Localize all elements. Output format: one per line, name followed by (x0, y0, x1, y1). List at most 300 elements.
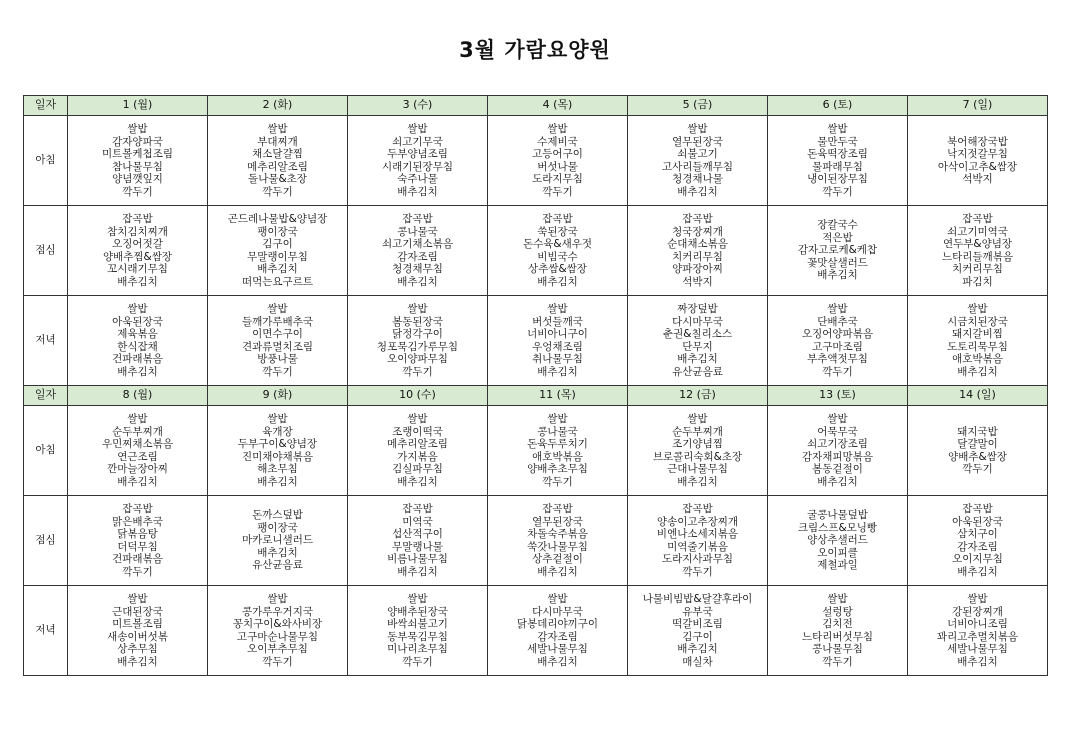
menu-item: 너비아니조림 (947, 618, 1008, 630)
menu-cell (768, 206, 908, 296)
menu-item: 마카로니샐러드 (241, 534, 313, 547)
menu-item: 바싹쇠불고기 (387, 618, 448, 630)
meal-row (24, 406, 1048, 496)
menu-item: 도토리묵무침 (947, 340, 1008, 353)
menu-item: 고구마순나물무침 (236, 630, 319, 643)
menu-item: 연두부&양념장 (942, 238, 1013, 250)
menu-item: 참치김치찌개 (107, 225, 168, 238)
menu-item: 미트볼조림 (112, 618, 163, 630)
menu-item: 비름나물무침 (387, 553, 448, 565)
menu-cell (908, 296, 1048, 386)
menu-item: 조랭이떡국 (392, 425, 443, 438)
menu-item: 깍두기 (262, 365, 293, 378)
page-title: 3월 가람요양원 (459, 38, 611, 62)
menu-item: 새송이버섯볶 (107, 630, 168, 643)
menu-item: 깍두기 (962, 463, 993, 475)
menu-item: 곤드레나물밥&양념장 (227, 213, 328, 225)
menu-item: 잡곡밥 (122, 503, 153, 515)
menu-item: 꽈리고추멸치볶음 (936, 630, 1019, 643)
menu-cell (628, 586, 768, 676)
menu-item: 달걀말이 (957, 438, 998, 450)
menu-item: 오이부추무침 (247, 643, 308, 655)
menu-item: 미역국 (402, 515, 433, 528)
menu-item: 양배추&쌈장 (948, 450, 1007, 463)
menu-item: 애호박볶음 (532, 450, 583, 463)
menu-item: 떠먹는요구르트 (241, 275, 313, 288)
menu-item: 우엉채조림 (532, 340, 583, 353)
menu-item: 부대찌개 (257, 135, 298, 148)
menu-item: 닭정각구이 (392, 328, 443, 340)
menu-item: 쌀밥 (827, 303, 848, 315)
menu-item: 다시마무국 (532, 605, 583, 618)
menu-item: 돈까스덮밥 (252, 509, 303, 522)
menu-item: 닭봉데리야끼구이 (516, 618, 599, 630)
menu-cell (908, 406, 1048, 496)
menu-item: 돌나물&초장 (248, 173, 307, 185)
day-header: 12 (금) (628, 386, 768, 406)
menu-item: 쌀밥 (687, 123, 708, 135)
menu-item: 김치전 (822, 618, 853, 630)
menu-item: 양파장아찌 (672, 263, 723, 275)
menu-item: 해초무침 (257, 463, 298, 475)
menu-item: 비빔국수 (537, 250, 578, 263)
menu-cell (68, 496, 208, 586)
menu-item: 쌀밥 (547, 303, 568, 315)
menu-item: 배추김치 (117, 475, 158, 488)
menu-item: 감자채피망볶음 (801, 450, 873, 463)
menu-item: 시금치된장국 (947, 315, 1008, 328)
day-header: 7 (일) (908, 96, 1048, 116)
menu-item: 김실파무침 (392, 463, 443, 475)
menu-item: 이면수구이 (252, 328, 303, 340)
menu-item: 가지볶음 (397, 450, 438, 463)
menu-item: 아욱된장국 (112, 315, 163, 328)
menu-item: 방풍나물 (257, 353, 298, 365)
menu-item: 세발나물무침 (527, 643, 588, 655)
menu-item: 쌀밥 (547, 413, 568, 425)
menu-item: 쇠고기장조림 (807, 438, 868, 450)
menu-item: 채소달걀찜 (252, 148, 303, 160)
menu-cell (488, 116, 628, 206)
menu-item: 쌀밥 (267, 413, 288, 425)
menu-item: 꼬시래기무침 (107, 263, 168, 275)
menu-cell (768, 586, 908, 676)
day-header: 10 (수) (348, 386, 488, 406)
menu-item: 쇠고기무국 (392, 135, 443, 148)
menu-item: 잡곡밥 (402, 213, 433, 225)
menu-item: 무말랭이무침 (247, 250, 308, 263)
menu-item: 들깨가루배추국 (241, 315, 313, 328)
menu-item: 느타리들깨볶음 (941, 250, 1013, 263)
day-header: 9 (화) (208, 386, 348, 406)
menu-item: 배추김치 (117, 365, 158, 378)
menu-item: 배추김치 (677, 353, 718, 365)
menu-item: 배추김치 (677, 643, 718, 655)
menu-item: 아욱된장국 (952, 515, 1003, 528)
menu-item: 쌀밥 (967, 303, 988, 315)
menu-item: 적은밥 (822, 231, 853, 244)
menu-item: 쑥된장국 (537, 225, 578, 238)
menu-cell (908, 206, 1048, 296)
meal-row (24, 586, 1048, 676)
menu-cell (768, 296, 908, 386)
menu-item: 삼치구이 (957, 528, 998, 540)
menu-item: 무말랭나물 (392, 540, 443, 553)
menu-item: 양배추초무침 (527, 463, 588, 475)
menu-item: 감자조림 (397, 250, 438, 263)
menu-item: 단무지 (682, 340, 713, 353)
menu-cell (208, 116, 348, 206)
menu-item: 양송이고추장찌개 (656, 515, 739, 528)
menu-item: 쌀밥 (687, 413, 708, 425)
menu-item: 건파래볶음 (112, 553, 163, 565)
menu-item: 깐마늘장아찌 (107, 463, 168, 475)
menu-item: 쌀밥 (127, 413, 148, 425)
menu-item: 배추김치 (257, 475, 298, 488)
menu-item: 메추리알조림 (387, 438, 448, 450)
menu-cell (208, 296, 348, 386)
menu-item: 깍두기 (262, 655, 293, 668)
menu-cell (348, 296, 488, 386)
menu-item: 오징어양파볶음 (801, 328, 873, 340)
menu-item: 고사리들깨무침 (661, 160, 733, 173)
menu-cell (348, 496, 488, 586)
menu-item: 배추김치 (537, 655, 578, 668)
menu-item: 깍두기 (682, 565, 713, 578)
menu-cell (348, 406, 488, 496)
menu-item: 잡곡밥 (122, 213, 153, 225)
menu-item: 버섯나물 (537, 160, 578, 173)
menu-item: 춘권&칠리소스 (662, 328, 733, 340)
menu-item: 돈육두루치기 (527, 438, 588, 450)
menu-item: 순두부찌개 (672, 425, 723, 438)
menu-item: 배추김치 (257, 546, 298, 559)
menu-item: 청국장찌개 (672, 225, 723, 238)
menu-item: 팽이장국 (257, 521, 298, 534)
menu-item: 돼지국밥 (957, 425, 998, 438)
menu-item: 수제비국 (537, 135, 578, 148)
menu-item: 배추김치 (677, 475, 718, 488)
menu-item: 더덕무침 (117, 540, 158, 553)
menu-item: 양상추샐러드 (807, 534, 868, 547)
menu-item: 돼지갈비찜 (952, 328, 1003, 340)
menu-item: 쌀밥 (267, 303, 288, 315)
meal-label: 점심 (24, 206, 68, 296)
day-header: 8 (월) (68, 386, 208, 406)
menu-item: 쌀밥 (407, 303, 428, 315)
menu-cell (628, 116, 768, 206)
menu-item: 돈수육&새우젓 (522, 238, 593, 250)
menu-item: 참나물무침 (112, 160, 163, 173)
menu-item: 배추김치 (817, 269, 858, 282)
week-header-row (24, 386, 1048, 406)
menu-item: 숙주나물 (397, 173, 438, 185)
menu-item: 청경채나물 (672, 173, 723, 185)
menu-item: 쌀밥 (407, 593, 428, 605)
meal-label: 저녁 (24, 586, 68, 676)
menu-item: 양배추된장국 (387, 605, 448, 618)
menu-item: 콩가루우거지국 (241, 605, 313, 618)
menu-cell (208, 206, 348, 296)
menu-item: 배추김치 (257, 263, 298, 275)
menu-item: 쇠고기미역국 (947, 225, 1008, 238)
menu-item: 강된장찌개 (952, 605, 1003, 618)
menu-item: 열무된장국 (672, 135, 723, 148)
menu-item: 배추김치 (397, 275, 438, 288)
menu-item: 깍두기 (822, 365, 853, 378)
menu-item: 쌀밥 (267, 123, 288, 135)
menu-item: 물만두국 (817, 135, 858, 148)
menu-cell (488, 406, 628, 496)
menu-cell (68, 406, 208, 496)
menu-cell (488, 296, 628, 386)
menu-item: 제육볶음 (117, 328, 158, 340)
menu-item: 상추겉절이 (532, 553, 583, 565)
menu-cell (768, 116, 908, 206)
day-header: 2 (화) (208, 96, 348, 116)
menu-cell (208, 586, 348, 676)
menu-item: 감자조림 (537, 630, 578, 643)
menu-item: 배추김치 (397, 565, 438, 578)
menu-item: 어묵무국 (817, 425, 858, 438)
menu-item: 애호박볶음 (952, 353, 1003, 365)
menu-item: 배추김치 (397, 185, 438, 198)
menu-item: 봄동된장국 (392, 315, 443, 328)
menu-item: 깍두기 (402, 365, 433, 378)
meal-plan-table (23, 95, 1048, 676)
menu-item: 석박지 (962, 173, 993, 185)
menu-item: 봄동겉절이 (812, 463, 863, 475)
menu-item: 낙지젓갈무침 (947, 148, 1008, 160)
menu-item: 오이양파무침 (387, 353, 448, 365)
menu-item: 유부국 (682, 605, 713, 618)
menu-item: 짜장덮밥 (677, 303, 718, 315)
day-header: 5 (금) (628, 96, 768, 116)
menu-item: 단배추국 (817, 315, 858, 328)
menu-item: 배추김치 (677, 185, 718, 198)
meal-label: 아침 (24, 116, 68, 206)
menu-item: 한식잡채 (117, 340, 158, 353)
day-header: 3 (수) (348, 96, 488, 116)
menu-item: 근대나물무침 (667, 463, 728, 475)
menu-item: 고등어구이 (532, 148, 583, 160)
day-header: 4 (목) (488, 96, 628, 116)
menu-item: 팽이장국 (257, 225, 298, 238)
menu-item: 냉이된장무침 (807, 173, 868, 185)
menu-item: 도라지무침 (532, 173, 583, 185)
menu-item: 열무된장국 (532, 515, 583, 528)
menu-item: 육개장 (262, 425, 293, 438)
menu-item: 유산균음료 (672, 365, 723, 378)
menu-item: 나물비빔밥&달걀후라이 (642, 593, 753, 605)
menu-item: 제철과일 (817, 559, 858, 572)
menu-item: 진미채야채볶음 (241, 450, 313, 463)
menu-item: 순대채소볶음 (667, 238, 728, 250)
menu-item: 돈육떡장조림 (807, 148, 868, 160)
menu-cell (208, 496, 348, 586)
menu-item: 쑥갓나물무침 (527, 540, 588, 553)
menu-item: 깍두기 (262, 185, 293, 198)
menu-item: 고구마조림 (812, 340, 863, 353)
meal-row (24, 296, 1048, 386)
menu-item: 오징어젓갈 (112, 238, 163, 250)
menu-item: 미트볼케첩조림 (101, 148, 173, 160)
menu-item: 배추김치 (537, 365, 578, 378)
menu-item: 콩나물국 (537, 425, 578, 438)
menu-item: 배추김치 (957, 655, 998, 668)
menu-item: 연근조림 (117, 450, 158, 463)
menu-item: 감자조림 (957, 540, 998, 553)
menu-item: 물파래무침 (812, 160, 863, 173)
menu-item: 쌀밥 (827, 123, 848, 135)
menu-item: 김구이 (682, 630, 713, 643)
menu-cell (628, 206, 768, 296)
day-header: 13 (토) (768, 386, 908, 406)
menu-item: 시래기된장무침 (381, 160, 453, 173)
menu-cell (68, 586, 208, 676)
menu-item: 배추김치 (957, 365, 998, 378)
menu-item: 오이피클 (817, 546, 858, 559)
day-header: 14 (일) (908, 386, 1048, 406)
menu-item: 차돌숙주볶음 (527, 528, 588, 540)
menu-item: 잡곡밥 (682, 503, 713, 515)
menu-item: 잡곡밥 (542, 213, 573, 225)
menu-item: 굴콩나물덮밥 (807, 509, 868, 522)
menu-item: 상추무침 (117, 643, 158, 655)
date-header-label: 일자 (24, 386, 68, 406)
date-header-label: 일자 (24, 96, 68, 116)
menu-item: 메추리알조림 (247, 160, 308, 173)
menu-cell (208, 406, 348, 496)
menu-item: 배추김치 (117, 655, 158, 668)
menu-cell (628, 496, 768, 586)
meal-row (24, 496, 1048, 586)
menu-item: 치커리무침 (952, 263, 1003, 275)
menu-item: 잡곡밥 (542, 503, 573, 515)
menu-item: 깍두기 (402, 655, 433, 668)
menu-item: 배추김치 (537, 275, 578, 288)
menu-cell (768, 496, 908, 586)
menu-cell (768, 406, 908, 496)
menu-item: 건파래볶음 (112, 353, 163, 365)
menu-cell (68, 116, 208, 206)
meal-row (24, 116, 1048, 206)
menu-item: 배추김치 (957, 565, 998, 578)
meal-label: 저녁 (24, 296, 68, 386)
menu-item: 배추김치 (117, 275, 158, 288)
menu-item: 꽁치구이&와사비장 (232, 618, 323, 630)
menu-item: 감자양파국 (112, 135, 163, 148)
menu-cell (628, 406, 768, 496)
menu-item: 오이지무침 (952, 553, 1003, 565)
menu-item: 조기양념찜 (672, 438, 723, 450)
menu-item: 쌀밥 (267, 593, 288, 605)
menu-item: 잡곡밥 (402, 503, 433, 515)
menu-item: 배추김치 (817, 475, 858, 488)
menu-item: 김구이 (262, 238, 293, 250)
menu-cell (628, 296, 768, 386)
menu-item: 순두부찌개 (112, 425, 163, 438)
menu-item: 비엔나소세지볶음 (656, 528, 739, 540)
menu-item: 콩나물국 (397, 225, 438, 238)
menu-item: 양념깻잎지 (112, 173, 163, 185)
meal-label: 아침 (24, 406, 68, 496)
menu-item: 취나물무침 (532, 353, 583, 365)
menu-item: 미역줄기볶음 (667, 540, 728, 553)
meal-label: 점심 (24, 496, 68, 586)
menu-item: 청포묵김가루무침 (376, 340, 459, 353)
menu-item: 북어해장국밥 (947, 135, 1008, 148)
menu-item: 잡곡밥 (682, 213, 713, 225)
menu-item: 깍두기 (822, 185, 853, 198)
menu-item: 잡곡밥 (962, 213, 993, 225)
menu-item: 양배추찜&쌈장 (102, 250, 173, 263)
menu-item: 아삭이고추&쌈장 (937, 160, 1018, 173)
menu-item: 느타리버섯무침 (801, 630, 873, 643)
menu-item: 상추쌈&쌈장 (528, 263, 587, 275)
menu-item: 콩나물무침 (812, 643, 863, 655)
menu-item: 견과류멸치조림 (241, 340, 313, 353)
menu-item: 섭산적구이 (392, 528, 443, 540)
day-header: 6 (토) (768, 96, 908, 116)
menu-item: 설렁탕 (822, 605, 853, 618)
menu-item: 꽃맛살샐러드 (807, 256, 868, 269)
menu-cell (488, 586, 628, 676)
day-header: 11 (목) (488, 386, 628, 406)
menu-cell (348, 206, 488, 296)
menu-item: 깍두기 (542, 185, 573, 198)
menu-item: 파김치 (962, 275, 993, 288)
menu-item: 쌀밥 (827, 413, 848, 425)
menu-cell (488, 496, 628, 586)
day-header: 1 (월) (68, 96, 208, 116)
menu-cell (68, 296, 208, 386)
menu-item: 동부묵김무침 (387, 630, 448, 643)
menu-item: 쇠불고기 (677, 148, 718, 160)
menu-item: 부추액젓무침 (807, 353, 868, 365)
menu-cell (908, 586, 1048, 676)
menu-item: 쌀밥 (127, 303, 148, 315)
menu-item: 떡갈비조림 (672, 618, 723, 630)
menu-cell (908, 496, 1048, 586)
menu-item: 치커리무침 (672, 250, 723, 263)
menu-item: 쌀밥 (547, 593, 568, 605)
menu-item: 쌀밥 (967, 593, 988, 605)
menu-item: 쌀밥 (827, 593, 848, 605)
menu-item: 너비아니구이 (527, 328, 588, 340)
menu-cell (68, 206, 208, 296)
menu-item: 깍두기 (822, 655, 853, 668)
menu-item: 깍두기 (122, 185, 153, 198)
menu-item: 깍두기 (542, 475, 573, 488)
menu-item: 미나리초무침 (387, 643, 448, 655)
menu-item: 깍두기 (122, 565, 153, 578)
menu-item: 두부양념조림 (387, 148, 448, 160)
menu-cell (348, 586, 488, 676)
menu-item: 브로콜리숙회&초장 (652, 450, 743, 463)
menu-item: 매실차 (682, 655, 713, 668)
menu-item: 석박지 (682, 275, 713, 288)
menu-item: 세발나물무침 (947, 643, 1008, 655)
menu-item: 맑은배추국 (112, 515, 163, 528)
menu-item: 배추김치 (397, 475, 438, 488)
menu-item: 감자고로케&케찹 (797, 244, 878, 257)
menu-item: 쌀밥 (547, 123, 568, 135)
menu-item: 쇠고기채소볶음 (381, 238, 453, 250)
menu-item: 두부구이&양념장 (237, 438, 318, 450)
menu-item: 쌀밥 (127, 593, 148, 605)
menu-item: 쌀밥 (407, 413, 428, 425)
